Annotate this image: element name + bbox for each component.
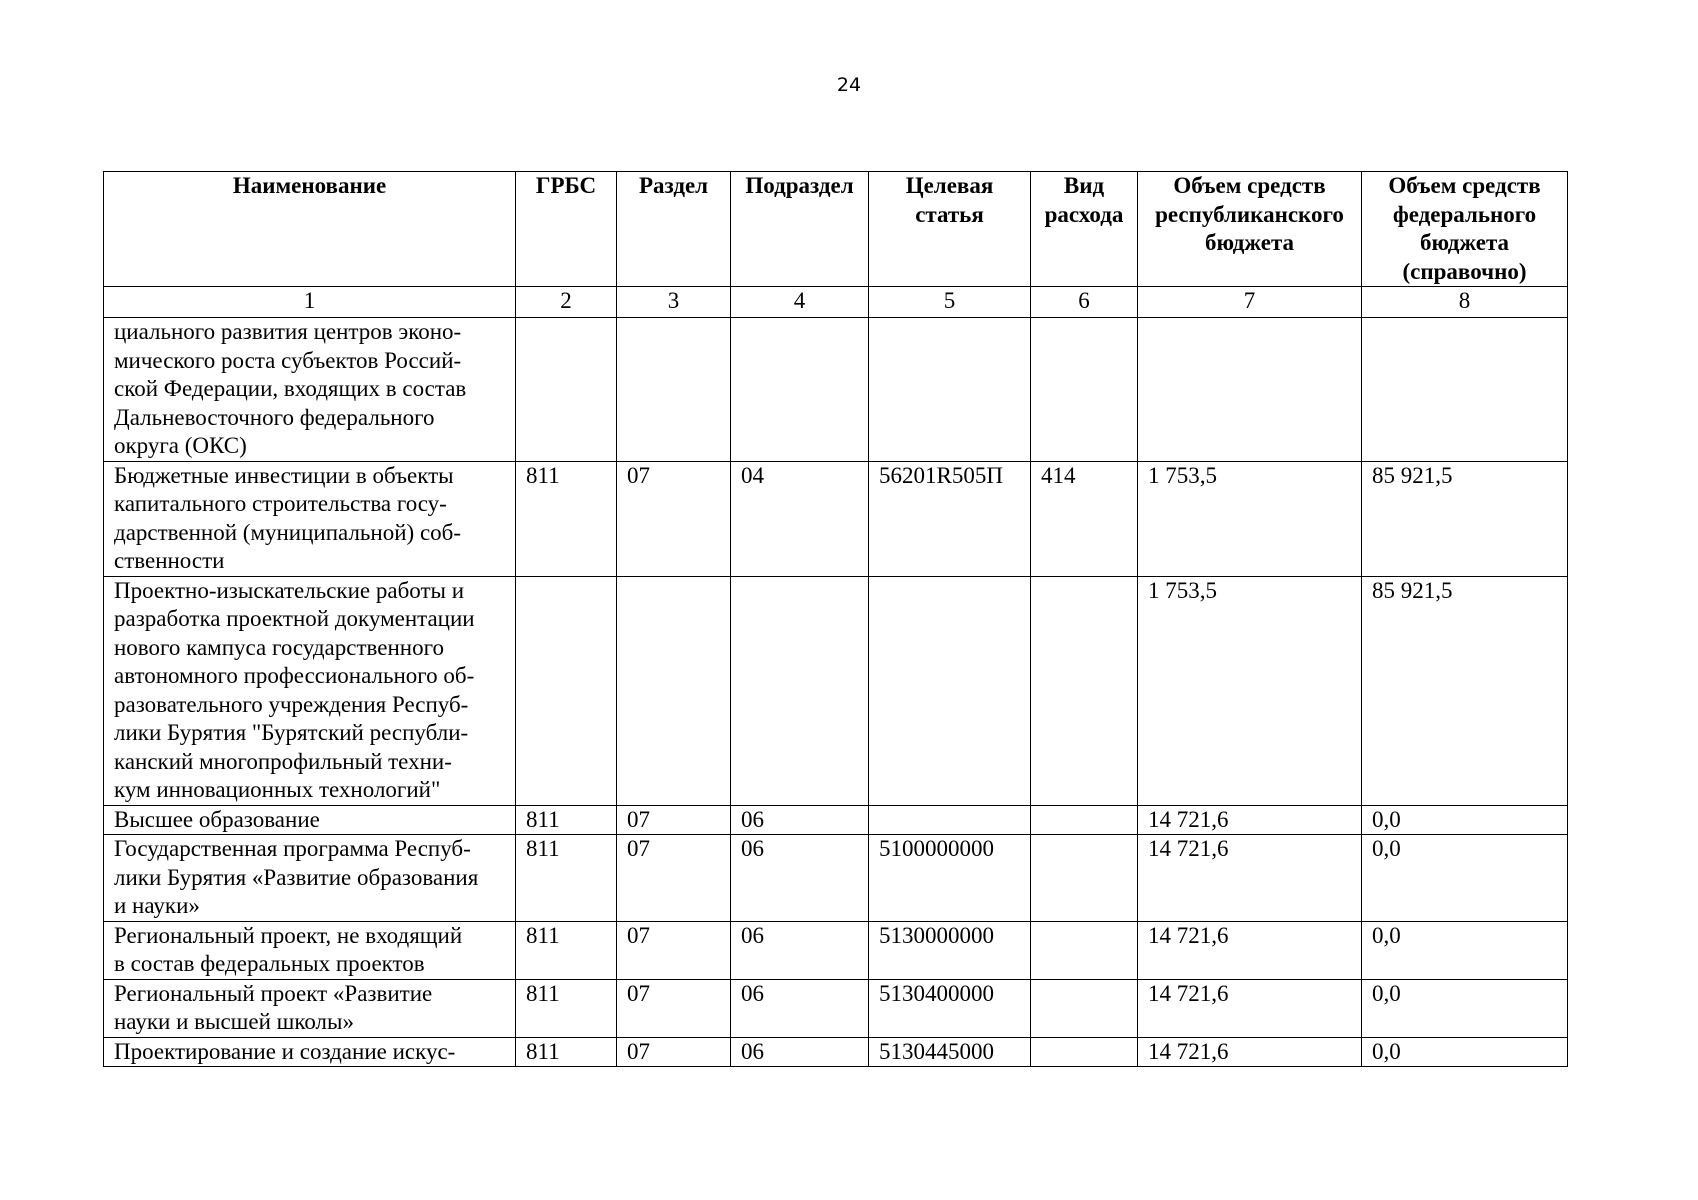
cell-razdel: 07 (617, 835, 731, 922)
cell-podrazdel: 06 (731, 921, 869, 979)
table-row (104, 461, 1568, 576)
table-row (104, 805, 1568, 835)
cell-vid (1031, 318, 1138, 462)
header-row (104, 172, 1568, 287)
column-number-razdel: 3 (617, 287, 731, 318)
cell-target (869, 805, 1031, 835)
cell-razdel: 07 (617, 979, 731, 1037)
column-header-name (104, 172, 516, 287)
cell-name-line: лики Бурятия "Бурятский республи- (114, 720, 469, 745)
column-header-text: Вид (1063, 173, 1105, 198)
page-number: 24 (836, 74, 862, 96)
cell-rep_budget (1138, 318, 1362, 462)
cell-target: 5100000000 (869, 835, 1031, 922)
cell-grbs: 811 (516, 921, 617, 979)
column-header-text: Наименование (232, 173, 387, 198)
cell-podrazdel (731, 576, 869, 805)
cell-grbs: 811 (516, 835, 617, 922)
cell-name-line: дарственной (муниципальной) соб- (114, 519, 462, 545)
column-number-row (104, 287, 1568, 318)
table-row (104, 576, 1568, 805)
cell-podrazdel: 06 (731, 805, 869, 835)
cell-podrazdel: 04 (731, 461, 869, 576)
column-header-target (869, 172, 1031, 287)
cell-fed_budget: 0,0 (1362, 921, 1568, 979)
cell-name-line: автономного профессионального об- (114, 663, 475, 688)
column-header-text: бюджета (1419, 230, 1510, 255)
column-header-text: Раздел (638, 173, 709, 198)
cell-name (104, 576, 516, 805)
column-header-text: бюджета (1204, 230, 1295, 255)
cell-name-line: ственности (114, 548, 225, 573)
cell-razdel: 07 (617, 1037, 731, 1067)
cell-name-line: мического роста субъектов Россий- (114, 347, 462, 373)
cell-grbs: 811 (516, 1037, 617, 1067)
cell-name (104, 318, 516, 462)
budget-table (103, 171, 1568, 1067)
cell-vid (1031, 805, 1138, 835)
cell-grbs: 811 (516, 461, 617, 576)
cell-rep_budget: 14 721,6 (1138, 921, 1362, 979)
cell-name-line: округа (ОКС) (114, 433, 247, 458)
cell-vid (1031, 835, 1138, 922)
cell-vid (1031, 921, 1138, 979)
column-header-text: Целевая (905, 173, 994, 198)
cell-name-line: Региональный проект «Развитие (114, 980, 433, 1006)
cell-name-line: разработка проектной документации (114, 606, 475, 631)
cell-vid (1031, 576, 1138, 805)
table-header (104, 172, 1568, 318)
column-header-text: Объем средств (1388, 173, 1541, 198)
cell-name-line: Дальневосточного федерального (114, 404, 435, 430)
cell-target: 5130400000 (869, 979, 1031, 1037)
table-row (104, 318, 1568, 462)
cell-target: 5130445000 (869, 1037, 1031, 1067)
cell-rep_budget: 14 721,6 (1138, 805, 1362, 835)
cell-rep_budget: 1 753,5 (1138, 576, 1362, 805)
cell-fed_budget (1362, 318, 1568, 462)
column-number-podrazdel: 4 (731, 287, 869, 318)
column-header-text: республиканского (1155, 201, 1344, 227)
cell-target (869, 576, 1031, 805)
cell-name-line: капитального строительства госу- (114, 491, 447, 516)
cell-grbs (516, 576, 617, 805)
table-row (104, 835, 1568, 922)
cell-target (869, 318, 1031, 462)
cell-name-line: ской Федерации, входящих в состав (114, 376, 467, 401)
cell-name-line: в состав федеральных проектов (114, 951, 425, 976)
cell-razdel (617, 576, 731, 805)
cell-name (104, 979, 516, 1037)
cell-fed_budget: 0,0 (1362, 1037, 1568, 1067)
cell-name-line: канский многопрофильный техни- (114, 748, 452, 774)
column-header-text: Объем средств (1173, 173, 1326, 198)
cell-fed_budget: 0,0 (1362, 835, 1568, 922)
cell-target: 5130000000 (869, 921, 1031, 979)
column-number-target: 5 (869, 287, 1031, 318)
cell-fed_budget: 0,0 (1362, 805, 1568, 835)
cell-rep_budget: 14 721,6 (1138, 1037, 1362, 1067)
cell-name-line: Проектирование и создание искус- (114, 1038, 456, 1064)
column-header-razdel (617, 172, 731, 287)
column-number-vid: 6 (1031, 287, 1138, 318)
cell-razdel: 07 (617, 461, 731, 576)
column-header-vid (1031, 172, 1138, 287)
cell-podrazdel (731, 318, 869, 462)
cell-vid (1031, 1037, 1138, 1067)
column-number-rep_budget: 7 (1138, 287, 1362, 318)
column-header-text: Подраздел (745, 173, 854, 198)
cell-razdel (617, 318, 731, 462)
cell-rep_budget: 14 721,6 (1138, 835, 1362, 922)
cell-name (104, 835, 516, 922)
cell-podrazdel: 06 (731, 1037, 869, 1067)
column-header-text: расхода (1044, 201, 1124, 227)
cell-name-line: Проектно-изыскательские работы и (114, 577, 465, 603)
table-row (104, 1037, 1568, 1067)
cell-name (104, 461, 516, 576)
cell-name-line: Государственная программа Респуб- (114, 836, 471, 861)
cell-fed_budget: 85 921,5 (1362, 461, 1568, 576)
column-header-text: (справочно) (1402, 258, 1527, 284)
cell-name (104, 805, 516, 835)
cell-name-line: Региональный проект, не входящий (114, 922, 463, 948)
cell-name-line: кум инновационных технологий" (114, 777, 441, 802)
table-row (104, 979, 1568, 1037)
cell-razdel: 07 (617, 921, 731, 979)
cell-target: 56201R505П (869, 461, 1031, 576)
cell-grbs: 811 (516, 979, 617, 1037)
cell-name-line: нового кампуса государственного (114, 634, 444, 660)
cell-name-line: и науки» (114, 893, 200, 918)
cell-name-line: Высшее образование (114, 806, 320, 832)
cell-rep_budget: 14 721,6 (1138, 979, 1362, 1037)
cell-vid: 414 (1031, 461, 1138, 576)
cell-vid (1031, 979, 1138, 1037)
column-header-text: федерального (1392, 201, 1537, 227)
column-header-fed_budget (1362, 172, 1568, 287)
column-header-text: ГРБС (535, 173, 597, 198)
cell-name-line: лики Бурятия «Развитие образования (114, 864, 479, 890)
cell-rep_budget: 1 753,5 (1138, 461, 1362, 576)
cell-podrazdel: 06 (731, 979, 869, 1037)
cell-name (104, 921, 516, 979)
cell-fed_budget: 85 921,5 (1362, 576, 1568, 805)
cell-podrazdel: 06 (731, 835, 869, 922)
cell-grbs: 811 (516, 805, 617, 835)
cell-name-line: Бюджетные инвестиции в объекты (114, 462, 454, 488)
cell-razdel: 07 (617, 805, 731, 835)
column-number-fed_budget: 8 (1362, 287, 1568, 318)
cell-name-line: разовательного учреждения Респуб- (114, 691, 469, 717)
column-header-grbs (516, 172, 617, 287)
cell-fed_budget: 0,0 (1362, 979, 1568, 1037)
cell-name (104, 1037, 516, 1067)
column-number-grbs: 2 (516, 287, 617, 318)
cell-grbs (516, 318, 617, 462)
column-number-name: 1 (104, 287, 516, 318)
cell-name-line: науки и высшей школы» (114, 1009, 354, 1034)
column-header-podrazdel (731, 172, 869, 287)
column-header-rep_budget (1138, 172, 1362, 287)
table-row (104, 921, 1568, 979)
cell-name-line: циального развития центров эконо- (114, 319, 462, 344)
column-header-text: статья (915, 201, 984, 227)
table-body (104, 318, 1568, 1067)
